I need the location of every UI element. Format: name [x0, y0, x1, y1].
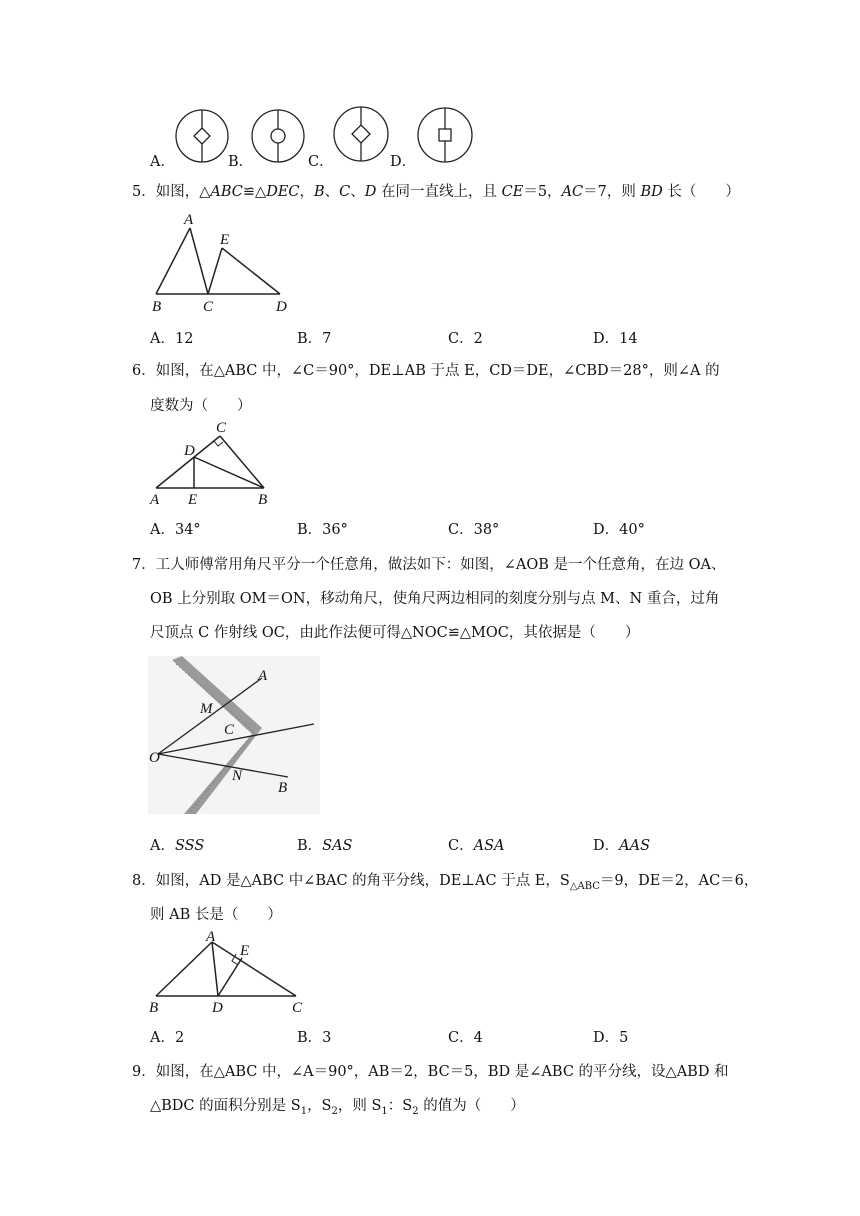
q6-number: 6． [132, 363, 156, 379]
q7-stem-line-1: 7．工人师傅常用角尺平分一个任意角，做法如下：如图，∠AOB 是一个任意角，在边 OA、 [132, 557, 726, 573]
q4-option-d-figure [416, 106, 474, 164]
q4-option-d-label[interactable]: D． [390, 154, 417, 170]
q8-figure [146, 928, 312, 1016]
q7-label-n: N [232, 768, 243, 784]
q8-label-b: B [149, 1000, 159, 1016]
q4-option-c-figure [332, 105, 390, 163]
q5-label-a: A [184, 212, 194, 228]
q5-label-b: B [152, 299, 162, 315]
q6-label-e: E [188, 492, 198, 508]
q6-stem-line-2: 度数为（ ） [150, 398, 252, 414]
q5-stem: 5．如图，△ABC≌△DEC，B、C、D 在同一直线上，且 CE＝5，AC＝7，则 BD 长（ ） [132, 184, 740, 200]
q6-figure [148, 420, 278, 510]
q4-option-b-figure [250, 108, 306, 164]
q8-option-c[interactable]: C．4 [448, 1030, 483, 1046]
q7-option-d[interactable]: D．AAS [593, 838, 651, 854]
q4-option-a-figure [174, 108, 230, 164]
q8-number: 8． [132, 873, 156, 889]
q6-label-b: B [258, 492, 268, 508]
q7-label-m: M [200, 701, 213, 717]
q6-option-b[interactable]: B．36° [297, 522, 348, 538]
q6-label-d: D [184, 443, 195, 459]
q7-label-o: O [149, 750, 160, 766]
q5-option-d[interactable]: D．14 [593, 331, 638, 347]
q8-stem-line-2: 则 AB 长是（ ） [150, 907, 282, 923]
q5-option-a[interactable]: A．12 [150, 331, 194, 347]
q8-option-d[interactable]: D．5 [593, 1030, 629, 1046]
q7-number: 7． [132, 557, 156, 573]
q5-label-c: C [203, 299, 214, 315]
q6-option-c[interactable]: C．38° [448, 522, 500, 538]
q7-figure [148, 656, 320, 814]
q5-option-b[interactable]: B．7 [297, 331, 332, 347]
q4-option-a-label[interactable]: A． [150, 154, 175, 170]
q5-option-c[interactable]: C．2 [448, 331, 483, 347]
q7-label-a: A [258, 668, 268, 684]
q9-number: 9． [132, 1064, 156, 1080]
q7-option-a[interactable]: A．SSS [150, 838, 205, 854]
q7-stem-line-2: OB 上分别取 OM＝ON，移动角尺，使角尺两边相同的刻度分别与点 M、N 重合，过角 [150, 591, 720, 607]
q4-option-c-label[interactable]: C． [308, 154, 334, 170]
q6-label-a: A [150, 492, 160, 508]
q8-option-b[interactable]: B．3 [297, 1030, 332, 1046]
q9-stem-line-2: △BDC 的面积分别是 $S_1$，$S_2$，则 $S_1$：$S_2$ 的值为（ ） [150, 1098, 525, 1117]
q9-stem-line-1: 9．如图，在△ABC 中，∠A＝90°，AB＝2，BC＝5，BD 是∠ABC 的平分线，设△ABD 和 [132, 1064, 729, 1080]
q7-option-c[interactable]: C．ASA [448, 838, 505, 854]
q4-option-b-label[interactable]: B． [228, 154, 254, 170]
q5-number: 5． [132, 184, 156, 200]
q8-option-a[interactable]: A．2 [150, 1030, 185, 1046]
q6-option-d[interactable]: D．40° [593, 522, 645, 538]
q6-option-a[interactable]: A．34° [150, 522, 201, 538]
q8-label-a: A [206, 929, 216, 945]
q6-label-c: C [216, 420, 227, 436]
q8-label-e: E [240, 943, 250, 959]
q5-figure [148, 208, 298, 316]
q7-option-b[interactable]: B．SAS [297, 838, 353, 854]
q8-stem-line-1: 8．如图，AD 是△ABC 中∠BAC 的角平分线，DE⊥AC 于点 E，$S_{\triangle ABC}=9$，DE＝2，AC＝6， [132, 873, 759, 892]
q6-stem-line-1: 6．如图，在△ABC 中，∠C＝90°，DE⊥AB 于点 E，CD＝DE，∠CBD＝28°，则∠A 的 [132, 363, 720, 379]
q8-label-c: C [292, 1000, 303, 1016]
q8-label-d: D [212, 1000, 223, 1016]
q5-label-d: D [276, 299, 287, 315]
q7-stem-line-3: 尺顶点 C 作射线 OC，由此作法便可得△NOC≌△MOC，其依据是（ ） [150, 625, 640, 641]
q5-label-e: E [220, 232, 230, 248]
q7-label-c: C [224, 722, 235, 738]
q7-label-b: B [278, 780, 288, 796]
